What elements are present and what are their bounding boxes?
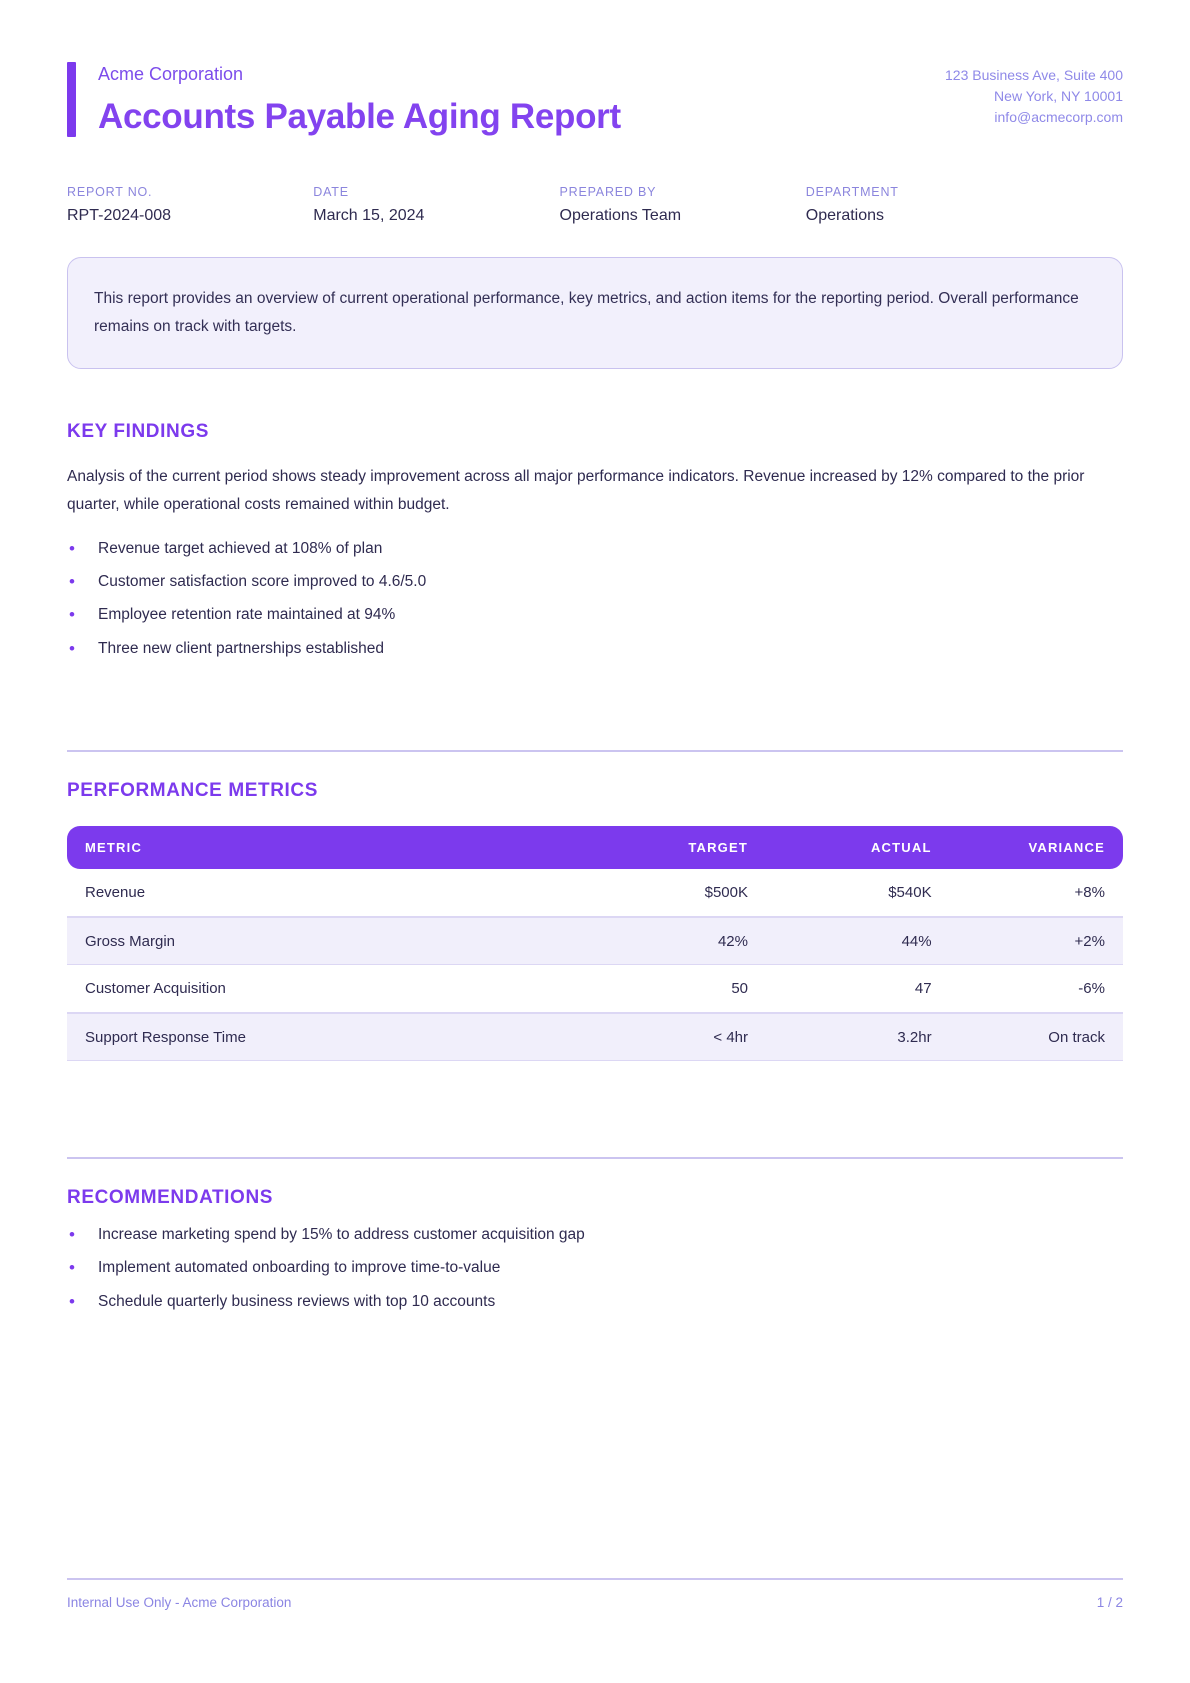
header-left: [67, 62, 621, 137]
company-address: [945, 62, 1123, 128]
list-item: • Revenue target achieved at 108% of plan: [67, 539, 1123, 558]
report-header: [67, 62, 1123, 137]
target-cell: 42%: [717, 932, 748, 950]
section-divider: [67, 750, 1123, 752]
list-item: • Customer satisfaction score improved to 4.6/5.0: [67, 572, 1123, 591]
table-row: [67, 1013, 1123, 1061]
key-findings-heading: KEY FINDINGS: [67, 420, 209, 442]
actual-cell: 3.2hr: [897, 1028, 932, 1046]
page-number: 1 / 2: [1096, 1595, 1123, 1610]
target-cell: < 4hr: [713, 1028, 748, 1046]
company-name: Acme Corporation: [98, 64, 244, 84]
meta-department: [806, 185, 1052, 225]
section-divider: [67, 1157, 1123, 1159]
address-line: New York, NY 10001: [994, 88, 1123, 104]
header-title-block: [98, 62, 621, 137]
target-cell: $500K: [704, 884, 748, 902]
target-cell: 50: [731, 980, 748, 998]
recommendations-heading: RECOMMENDATIONS: [67, 1187, 274, 1209]
actual-cell: 44%: [901, 932, 932, 950]
table-row: [67, 965, 1123, 1013]
report-title: Accounts Payable Aging Report: [98, 97, 621, 136]
recommendations-list: [67, 1225, 1123, 1311]
key-findings-paragraph: Analysis of the current period shows steady improvement across all major performance indicators. Revenue increased by 12% compared to the prior quarter, while operational costs remained within budget.: [67, 467, 1085, 513]
table-row: [67, 869, 1123, 917]
list-item: • Employee retention rate maintained at 94%: [67, 605, 1123, 624]
report-meta-row: [67, 185, 1052, 225]
meta-report-no: [67, 185, 313, 225]
metric-cell: Gross Margin: [85, 932, 176, 950]
meta-label: DATE: [313, 185, 349, 199]
meta-value: Operations Team: [559, 207, 682, 224]
variance-cell: On track: [1048, 1028, 1105, 1046]
table-header-row: [67, 826, 1123, 869]
summary-box: This report provides an overview of current operational performance, key metrics, and action items for the reporting period. Overall performance remains on track with targets.: [67, 257, 1123, 369]
meta-prepared-by: [560, 185, 806, 225]
variance-cell: +2%: [1074, 932, 1105, 950]
metric-cell: Revenue: [85, 884, 146, 902]
variance-cell: -6%: [1078, 980, 1105, 998]
address-email: info@acmecorp.com: [994, 109, 1123, 125]
performance-metrics-heading: PERFORMANCE METRICS: [67, 780, 319, 802]
actual-cell: $540K: [888, 884, 932, 902]
metric-cell: Support Response Time: [85, 1028, 246, 1046]
meta-value: RPT-2024-008: [67, 207, 172, 224]
list-item: • Three new client partnerships established: [67, 639, 1123, 658]
page-footer: [67, 1578, 1123, 1610]
meta-date: [313, 185, 559, 225]
meta-label: DEPARTMENT: [805, 185, 899, 199]
meta-label: PREPARED BY: [559, 185, 657, 199]
metrics-table: [67, 826, 1123, 1061]
address-line: 123 Business Ave, Suite 400: [945, 67, 1123, 83]
column-header-target: TARGET: [688, 840, 748, 856]
key-findings-list: [67, 539, 1123, 659]
column-header-metric: METRIC: [85, 840, 143, 856]
actual-cell: 47: [914, 980, 932, 998]
column-header-actual: ACTUAL: [870, 840, 932, 856]
footer-classification: Internal Use Only - Acme Corporation: [67, 1595, 292, 1610]
meta-value: Operations: [805, 207, 885, 224]
list-item: • Implement automated onboarding to improve time-to-value: [67, 1258, 1123, 1277]
column-header-variance: VARIANCE: [1028, 840, 1105, 856]
accent-bar: [67, 62, 76, 137]
table-row: [67, 917, 1123, 965]
list-item: • Schedule quarterly business reviews with top 10 accounts: [67, 1292, 1123, 1311]
metric-cell: Customer Acquisition: [85, 980, 226, 998]
variance-cell: +8%: [1074, 884, 1105, 902]
meta-label: REPORT NO.: [67, 185, 153, 199]
meta-value: March 15, 2024: [313, 207, 425, 224]
list-item: • Increase marketing spend by 15% to address customer acquisition gap: [67, 1225, 1123, 1244]
